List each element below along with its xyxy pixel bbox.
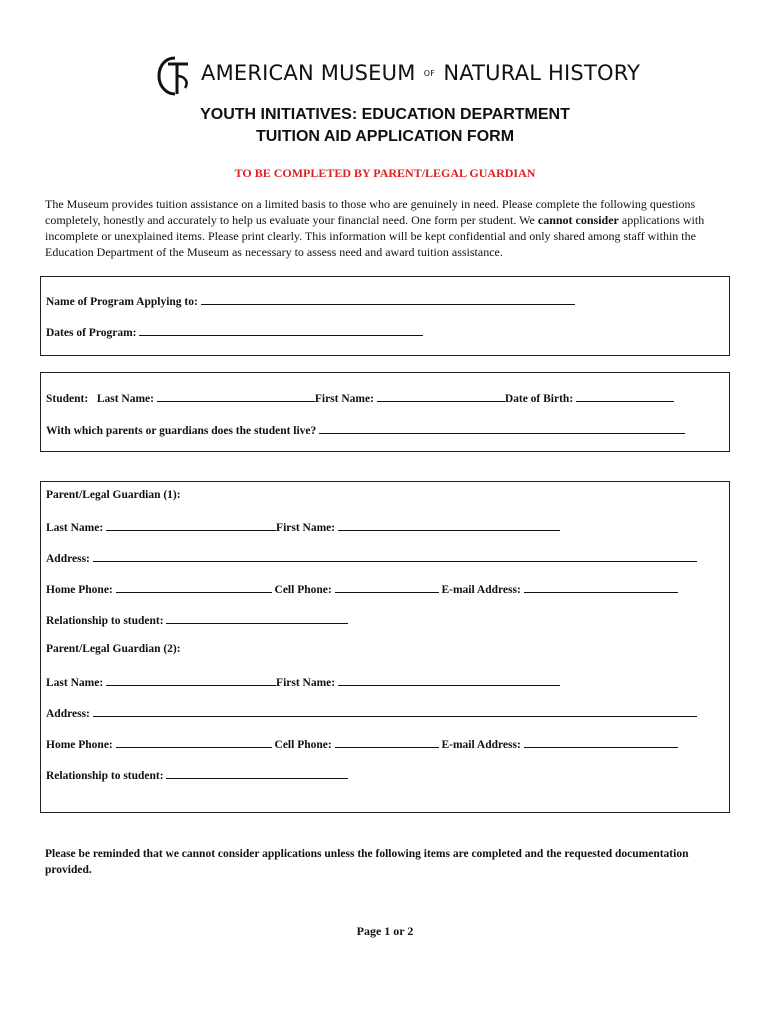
guardians-section [40,481,730,813]
guardian2-heading: Parent/Legal Guardian (2): [46,643,181,655]
guardian2-first-name-label: First Name: [276,677,336,689]
guardian1-phone-row [46,581,678,596]
guardian1-name-row [46,519,560,534]
guardian2-relationship-row [46,767,348,782]
page-number: Page 1 or 2 [356,924,414,938]
student-section [40,372,730,452]
guardian2-home-phone-label: Home Phone: [46,739,113,751]
intro-text-2: applications with incomplete or unexplained items. Please print clearly. This information will be kept confidential and only shared among staff within the Education Department of the Museum as necessary to assess need and award tuition assistance. [45,213,705,259]
student-label: Student: [46,393,89,405]
student-first-name-label: First Name: [314,393,374,405]
program-name-label: Name of Program Applying to: [46,296,198,308]
guardian2-cell-phone-label: Cell Phone: [274,739,332,751]
guardian2-relationship-field[interactable] [166,767,348,779]
guardian1-home-phone-label: Home Phone: [46,584,113,596]
amnh-logo [155,54,641,100]
intro-bold: cannot consider [537,213,619,227]
guardian1-home-phone-field[interactable] [116,581,272,593]
logo-wordmark [201,61,640,85]
page-title-line1: YOUTH INITIATIVES: EDUCATION DEPARTMENT [200,106,570,123]
guardian1-heading: Parent/Legal Guardian (1): [46,489,181,501]
student-dob-field[interactable] [576,390,674,402]
guardian1-relationship-field[interactable] [166,612,348,624]
guardian1-last-name-label: Last Name: [46,522,104,534]
amnh-logo-icon [155,54,195,98]
guardian1-cell-phone-label: Cell Phone: [274,584,332,596]
guardian1-address-field[interactable] [93,550,697,562]
program-name-field[interactable] [201,293,575,305]
student-lives-with-row [46,422,685,437]
guardian2-first-name-field[interactable] [338,674,560,686]
guardian2-phone-row [46,736,678,751]
subtitle: TO BE COMPLETED BY PARENT/LEGAL GUARDIAN [234,166,536,180]
intro-paragraph [45,196,725,260]
program-dates-label: Dates of Program: [46,327,137,339]
guardian2-last-name-label: Last Name: [46,677,104,689]
logo-text-left: AMERICAN MUSEUM [201,61,416,85]
logo-text-of: OF [423,69,436,78]
guardian2-last-name-field[interactable] [106,674,276,686]
guardian2-email-field[interactable] [524,736,678,748]
guardian2-name-row [46,674,560,689]
program-dates-field[interactable] [139,324,423,336]
guardian1-first-name-field[interactable] [338,519,560,531]
guardian2-cell-phone-field[interactable] [335,736,439,748]
program-section [40,276,730,356]
guardian2-address-row [46,705,697,720]
intro-text-1: The Museum provides tuition assistance on a limited basis to those who are genuinely in need. Please complete the following questions completely, honestly and accurately to help us evaluate your financial need. One form per student. We [45,197,696,227]
guardian2-relationship-label: Relationship to student: [46,770,164,782]
guardian1-address-row [46,550,697,565]
student-lives-with-field[interactable] [319,422,685,434]
student-dob-label: Date of Birth: [504,393,574,405]
reminder-text: Please be reminded that we cannot consider applications unless the following items are completed and the requested documentation provided. [45,848,689,876]
logo-text-right: NATURAL HISTORY [443,61,641,85]
guardian2-home-phone-field[interactable] [116,736,272,748]
guardian1-last-name-field[interactable] [106,519,276,531]
student-lives-with-label: With which parents or guardians does the student live? [46,425,317,437]
guardian1-address-label: Address: [46,553,90,565]
program-name-row [46,293,575,308]
guardian1-email-label: E-mail Address: [441,584,521,596]
student-name-row [46,390,674,405]
student-last-name-field[interactable] [157,390,315,402]
guardian2-email-label: E-mail Address: [441,739,521,751]
guardian1-email-field[interactable] [524,581,678,593]
program-dates-row [46,324,423,339]
student-last-name-label: Last Name: [96,393,154,405]
guardian1-first-name-label: First Name: [276,522,336,534]
page-title-line2: TUITION AID APPLICATION FORM [255,128,515,145]
guardian2-address-field[interactable] [93,705,697,717]
guardian1-cell-phone-field[interactable] [335,581,439,593]
guardian2-address-label: Address: [46,708,90,720]
guardian1-relationship-row [46,612,348,627]
student-first-name-field[interactable] [377,390,505,402]
guardian1-relationship-label: Relationship to student: [46,615,164,627]
